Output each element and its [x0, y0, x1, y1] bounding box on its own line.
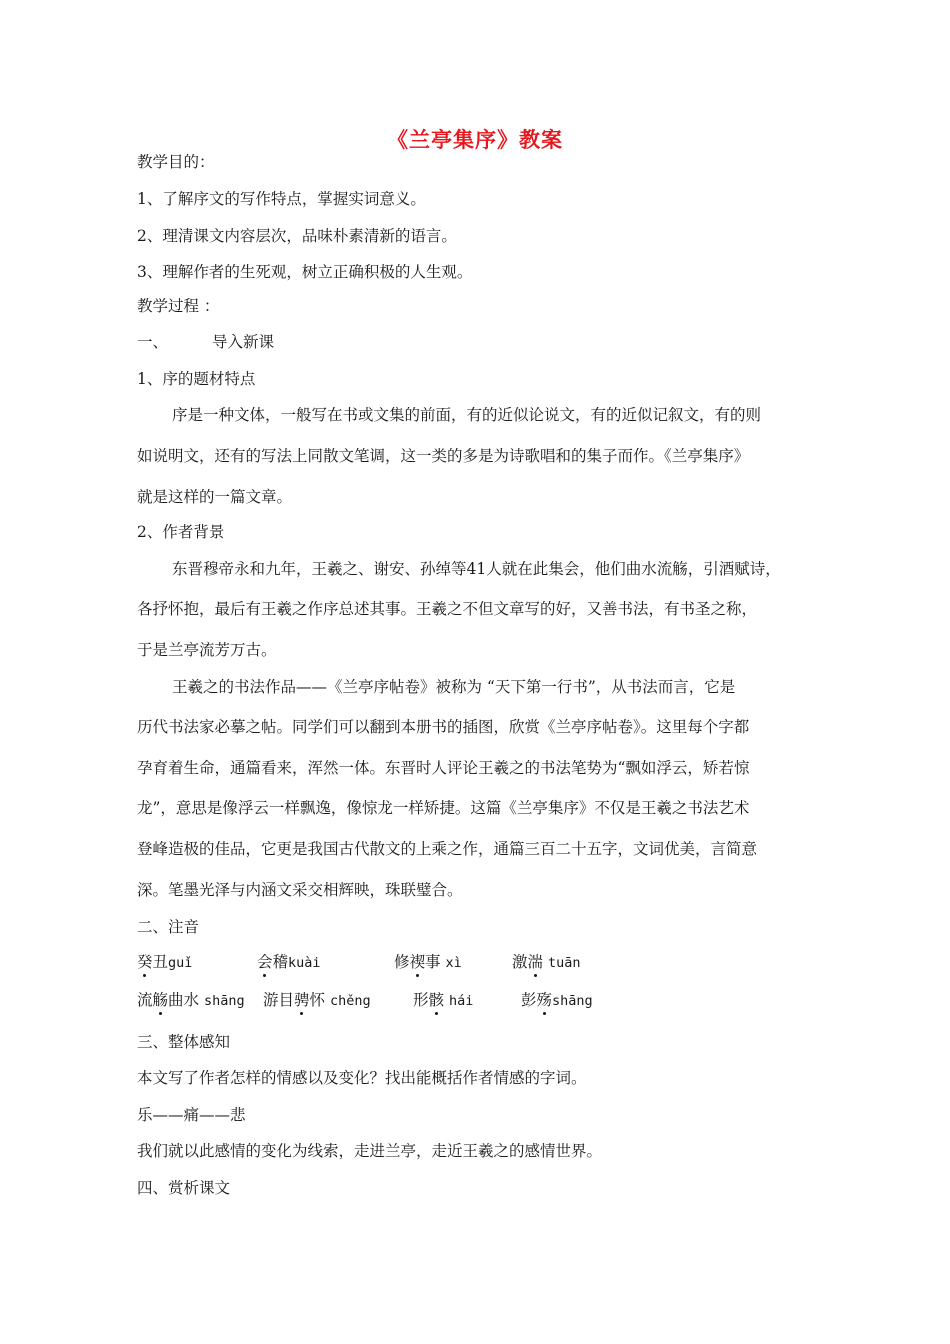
section-1-heading	[137, 332, 274, 352]
section-4-heading: 四、赏析课文	[137, 1179, 231, 1197]
goal-item-2: 2、理清课文内容层次，品味朴素清新的语言。	[137, 227, 457, 245]
section-2-heading: 二、注音	[137, 918, 200, 936]
paragraph-line: 就是这样的一篇文章。	[137, 488, 293, 506]
paragraph-line: 龙”，意思是像浮云一样飘逸，像惊龙一样矫捷。这篇《兰亭集序》不仅是王羲之书法艺术	[137, 799, 750, 817]
paragraph-line: 如说明文，还有的写法上同散文笔调，这一类的多是为诗歌唱和的集子而作。《兰亭集序》	[137, 447, 750, 465]
paragraph-line: 序是一种文体，一般写在书或文集的前面，有的近似论说文，有的近似记叙文，有的则	[172, 406, 762, 424]
section-3-heading: 三、整体感知	[137, 1033, 231, 1051]
emotion-sequence: 乐——痛——悲	[137, 1106, 246, 1124]
subsection-1-heading: 1、序的题材特点	[137, 370, 256, 388]
subsection-2-heading: 2、作者背景	[137, 523, 225, 541]
paragraph-line: 于是兰亭流芳万古。	[137, 641, 277, 659]
teaching-process-heading: 教学过程 ：	[137, 297, 220, 315]
pinyin-entry: 彭殇shāng	[521, 991, 593, 1009]
pinyin-entry: 癸丑guǐ	[137, 953, 193, 971]
paragraph-line: 东晋穆帝永和九年，王羲之、谢安、孙绰等41人就在此集会，他们曲水流觞，引酒赋诗，	[172, 560, 781, 578]
paragraph-line: 各抒怀抱，最后有王羲之作序总述其事。王羲之不但文章写的好，又善书法，有书圣之称，	[137, 600, 758, 618]
pinyin-entry: 游目骋怀 chěng	[263, 991, 371, 1009]
goal-item-3: 3、理解作者的生死观，树立正确积极的人生观。	[137, 263, 473, 281]
pinyin-entry: 激湍 tuān	[512, 953, 581, 971]
pinyin-entry: 会稽kuài	[257, 953, 321, 971]
goal-item-1: 1、了解序文的写作特点，掌握实词意义。	[137, 190, 426, 208]
pinyin-entry: 修禊事 xì	[394, 953, 462, 971]
pinyin-entry: 流觞曲水 shāng	[137, 991, 245, 1009]
document-title: 《兰亭集序》教案	[387, 127, 563, 152]
paragraph-line: 深。笔墨光泽与内涵文采交相辉映，珠联璧合。	[137, 881, 463, 899]
paragraph-line: 本文写了作者怎样的情感以及变化？找出能概括作者情感的字词。	[137, 1069, 587, 1087]
pinyin-entry: 形骸 hái	[413, 991, 474, 1009]
paragraph-line: 孕育着生命，通篇看来，浑然一体。东晋时人评论王羲之的书法笔势为“飘如浮云，矫若惊	[137, 759, 750, 777]
section-1-number: 一、	[137, 333, 169, 351]
paragraph-line: 登峰造极的佳品，它更是我国古代散文的上乘之作，通篇三百二十五字，文词优美，言简意	[137, 840, 758, 858]
paragraph-line: 王羲之的书法作品——《兰亭序帖卷》被称为 “天下第一行书”，从书法而言，它是	[172, 678, 736, 696]
paragraph-line: 历代书法家必摹之帖。同学们可以翻到本册书的插图，欣赏《兰亭序帖卷》。这里每个字都	[137, 718, 750, 736]
teaching-goals-heading: 教学目的：	[137, 153, 215, 171]
paragraph-line: 我们就以此感情的变化为线索，走进兰亭，走近王羲之的感情世界。	[137, 1142, 603, 1160]
section-1-title: 导入新课	[212, 333, 275, 351]
